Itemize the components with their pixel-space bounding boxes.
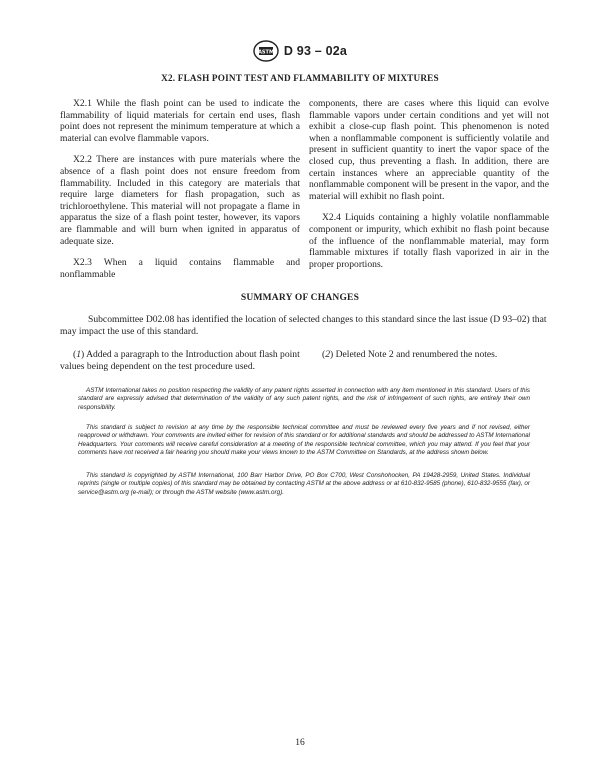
standard-designation: D 93 – 02a bbox=[283, 44, 348, 58]
svg-text:ASTM: ASTM bbox=[257, 49, 274, 56]
copyright-notice-text: This standard is copyrighted by ASTM International, 100 Barr Harbor Drive, PO Box C700, West Conshohocken, PA 19428-2959, United States. Individual reprints (single or multiple copies) of this standard may be obtained by contacting ASTM at the above address or at 610-832-9585 (phone), 610-832-9555 (fax), or service@astm.org (e-mail); or through the ASTM website (www.astm.org). bbox=[78, 472, 530, 496]
left-column bbox=[60, 98, 300, 290]
paragraph-x2-3-continued-text: components, there are cases where this liquid can evolve flammable vapors under certain conditions and yet will not exhibit a close-cup flash point. This phenomenon is noted when a nonflammable component is sufficiently volatile and present in sufficient quantity to inert the vapor space of the closed cup, thus preventing a flash. In addition, there are certain instances where an appreciable quantity of the nonflammable component will be present in the vapor, and the material will exhibit no flash point. bbox=[309, 98, 549, 202]
astm-logo-icon bbox=[253, 40, 279, 62]
patent-notice: ASTM International takes no position respecting the validity of any patent rights asserted in connection with any item mentioned in this standard. Users of this standard are expressly advised that determination of the validity of any such patent rights, and the risk of infringement of such rights, are entirely their own responsibility. bbox=[78, 387, 530, 411]
page-number: 16 bbox=[295, 738, 305, 748]
page-header bbox=[0, 40, 600, 62]
change-item-1-text: Added a paragraph to the Introduction about flash point values being dependent on the test procedure used. bbox=[60, 349, 300, 372]
paragraph-x2-2: X2.2 There are instances with pure materials where the absence of a flash point does not ensure freedom from flammability. Included in this category are materials that require large diameters for flash propagation, such as trichloroethylene. This material will not propagate a flame in apparatus the size of a flash point tester, however, its vapors are flammable and will burn when ignited in apparatus of adequate size. bbox=[60, 154, 300, 247]
summary-of-changes-title: SUMMARY OF CHANGES bbox=[240, 293, 360, 303]
summary-intro: Subcommittee D02.08 has identified the location of selected changes to this standard since the last issue (D 93–02) that may impact the use of this standard. bbox=[60, 314, 547, 337]
copyright-notice bbox=[78, 472, 530, 497]
paragraph-x2-3-continued bbox=[309, 98, 549, 202]
right-column bbox=[309, 98, 549, 280]
change-item-1-number: 1 bbox=[76, 349, 81, 360]
change-item-2-text: Deleted Note 2 and renumbered the notes. bbox=[335, 349, 498, 360]
paragraph-x2-1: X2.1 While the flash point can be used to indicate the flammability of liquid materials for certain end uses, flash point does not represent the minimum temperature at which a material can evolve flammable vapors. bbox=[60, 98, 300, 144]
revision-notice: This standard is subject to revision at any time by the responsible technical committee and must be reviewed every five years and if not revised, either reapproved or withdrawn. Your comments are invited either for revision of this standard or for additional standards and should be addressed to ASTM International Headquarters. Your comments will receive careful consideration at a meeting of the responsible technical committee, which you may attend. If you feel that your comments have not received a fair hearing you should make your views known to the ASTM Committee on Standards, at the address shown below. bbox=[78, 424, 530, 457]
appendix-section-title: X2. FLASH POINT TEST AND FLAMMABILITY OF MIXTURES bbox=[161, 73, 439, 83]
change-item-2: (2) Deleted Note 2 and renumbered the notes. bbox=[322, 349, 498, 360]
paragraph-x2-4: X2.4 Liquids containing a highly volatile nonflammable component or impurity, which exhibit no flash point because of the influence of the nonflammable material, may form flammable mixtures if totally flash vaporized in air in the proper proportions. bbox=[309, 212, 549, 270]
change-item-2-number: 2 bbox=[325, 349, 330, 360]
paragraph-x2-3: X2.3 When a liquid contains flammable and nonflammable bbox=[60, 257, 300, 280]
change-item-1: (1) Added a paragraph to the Introduction about flash point values being dependent on the test procedure used. bbox=[60, 349, 300, 372]
